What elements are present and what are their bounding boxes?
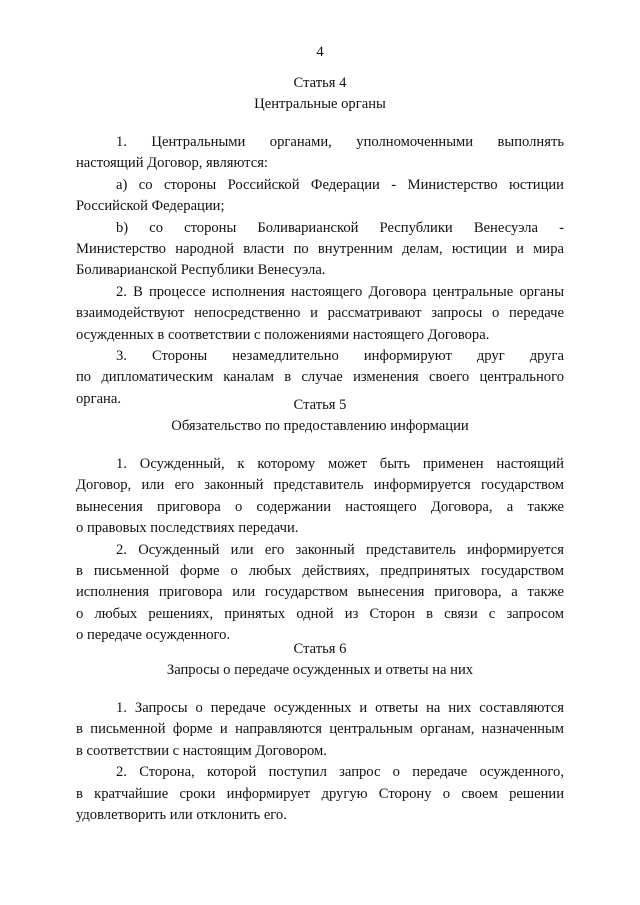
text-line: в письменной форме и направляются центральным органам, назначенным [76, 721, 564, 738]
text-line: вынесения приговора о содержании настоящего Договора, а также [76, 498, 564, 515]
paragraph [76, 540, 564, 647]
text-line: осужденных в соответствии с положениями настоящего Договора. [76, 326, 490, 343]
paragraph [76, 454, 564, 540]
text-line: органа. [76, 390, 121, 407]
text-line: а) со стороны Российской Федерации - Министерство юстиции [116, 176, 564, 193]
article-number: Статья 5 [293, 397, 347, 413]
article-number: Статья 4 [293, 75, 347, 91]
text-line: о передаче осужденного. [76, 627, 231, 644]
article-body [76, 698, 564, 826]
text-line: 2. Сторона, которой поступил запрос о передаче осужденного, [116, 764, 564, 781]
page-number: 4 [316, 44, 324, 60]
text-line: о правовых последствиях передачи. [76, 520, 299, 537]
text-line: исполнения приговора или государством вынесения приговора, а также [76, 584, 564, 601]
article-5 [76, 395, 564, 647]
text-line: 1. Осужденный, к которому может быть применен настоящий [116, 456, 564, 472]
article-number: Статья 6 [293, 641, 347, 657]
text-line: в письменной форме о любых действиях, предпринятых государством [76, 562, 564, 579]
text-line: удовлетворить или отклонить его. [76, 806, 287, 823]
text-line: взаимодействуют непосредственно и рассматривают запросы о передаче [76, 305, 564, 322]
text-line: 2. Осужденный или его законный представитель информируется [116, 541, 564, 558]
text-line: по дипломатическим каналам в случае изменения своего центрального [76, 369, 564, 386]
article-title: Центральные органы [254, 96, 386, 112]
text-line: b) со стороны Боливарианской Республики Венесуэла - [116, 219, 564, 236]
paragraph [76, 698, 564, 762]
text-line: 1. Запросы о передаче осужденных и ответы на них составляются [116, 700, 564, 716]
text-line: в соответствии с настоящим Договором. [76, 742, 327, 759]
text-line: в кратчайшие сроки информирует другую Сторону о своем решении [76, 785, 564, 802]
paragraph [76, 762, 564, 826]
text-line: настоящий Договор, являются: [76, 155, 268, 172]
article-4 [76, 73, 564, 410]
article-title: Обязательство по предоставлению информации [171, 418, 469, 434]
text-line: Министерство народной власти по внутренним делам, юстиции и мира [76, 240, 564, 257]
article-title: Запросы о передаче осужденных и ответы на них [166, 662, 474, 678]
text-line: Российской Федерации; [76, 198, 225, 215]
paragraph [76, 132, 564, 175]
text-line: Боливарианской Республики Венесуэла. [76, 262, 326, 279]
article-body [76, 132, 564, 410]
text-line: о любых решениях, принятых одной из Сторон в связи с запросом [76, 605, 564, 622]
paragraph [76, 218, 564, 282]
article-body [76, 454, 564, 647]
article-6 [76, 639, 564, 826]
paragraph [76, 282, 564, 346]
text-line: Договор, или его законный представитель информируется государством [76, 477, 564, 494]
text-line: 1. Центральными органами, уполномоченными выполнять [116, 134, 564, 150]
text-line: 2. В процессе исполнения настоящего Договора центральные органы [116, 283, 564, 300]
paragraph [76, 175, 564, 218]
text-line: 3. Стороны незамедлительно информируют друг друга [116, 347, 564, 364]
